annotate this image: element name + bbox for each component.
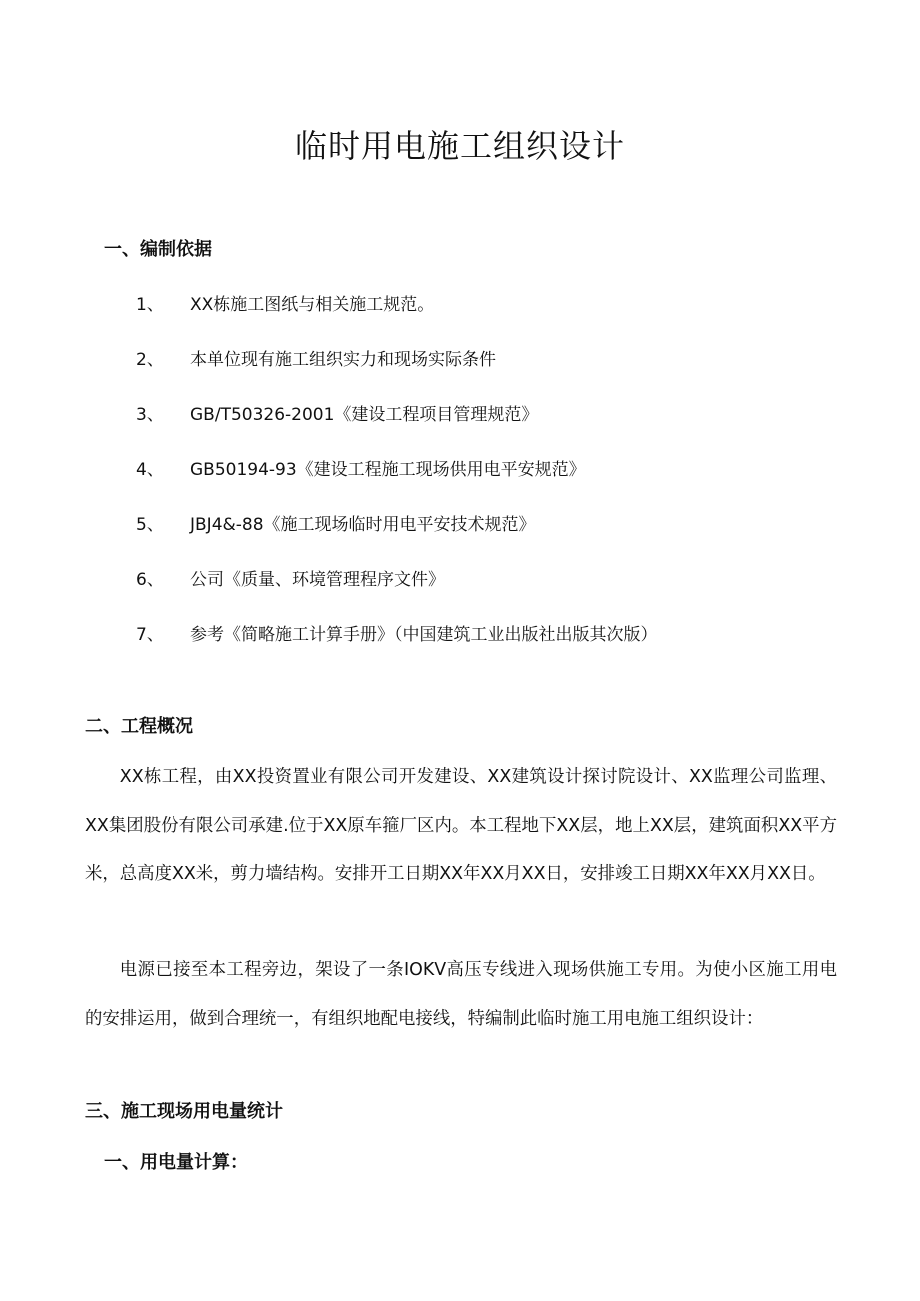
list-item (0, 347, 900, 373)
list-item (0, 622, 900, 648)
list-item-number: 6、 (136, 570, 164, 590)
list-item-number: 5、 (136, 515, 164, 535)
list-item-number: 7、 (136, 625, 164, 645)
list-item-text: GB50194-93《建设工程施工现场供用电平安规范》 (190, 460, 586, 480)
subsection-heading-calculation: 一、用电量计算： (104, 1152, 248, 1173)
list-item-text: 本单位现有施工组织实力和现场实际条件 (190, 350, 496, 370)
list-item-number: 4、 (136, 460, 164, 480)
overview-paragraph: XX栋工程，由XX投资置业有限公司开发建设、XX建筑设计探讨院设计、XX监理公司监理、XX集团股份有限公司承建.位于XX原车箍厂区内。本工程地下XX层，地上XX层，建筑面积XX平方米，总高度XX米，剪力墙结构。安排开工日期XX年XX月XX日，安排竣工日期XX年XX月XX日。 (85, 767, 837, 884)
section-heading-basis: 一、编制依据 (104, 239, 212, 260)
list-item-text: JBJ4&-88《施工现场临时用电平安技术规范》 (190, 515, 536, 535)
document-title: 临时用电施工组织设计 (294, 127, 625, 165)
list-item (0, 457, 900, 483)
list-item-number: 1、 (136, 295, 164, 315)
list-item-text: GB/T50326-2001《建设工程项目管理规范》 (190, 405, 539, 425)
section-heading-statistics: 三、施工现场用电量统计 (85, 1101, 283, 1122)
list-item (0, 292, 900, 318)
overview-paragraph: 电源已接至本工程旁边，架设了一条IOKV高压专线进入现场供施工专用。为使小区施工用电的安排运用，做到合理统一，有组织地配电接线，特编制此临时施工用电施工组织设计： (85, 960, 837, 1029)
list-item-number: 3、 (136, 405, 164, 425)
list-item-text: 参考《简略施工计算手册》（中国建筑工业出版社出版其次版） (190, 625, 658, 645)
list-item-number: 2、 (136, 350, 164, 370)
list-item-text: 公司《质量、环境管理程序文件》 (190, 570, 445, 590)
list-item (0, 402, 900, 428)
list-item (0, 567, 900, 593)
section-heading-overview: 二、工程概况 (85, 716, 193, 737)
list-item (0, 512, 900, 538)
list-item-text: XX栋施工图纸与相关施工规范。 (190, 295, 435, 315)
